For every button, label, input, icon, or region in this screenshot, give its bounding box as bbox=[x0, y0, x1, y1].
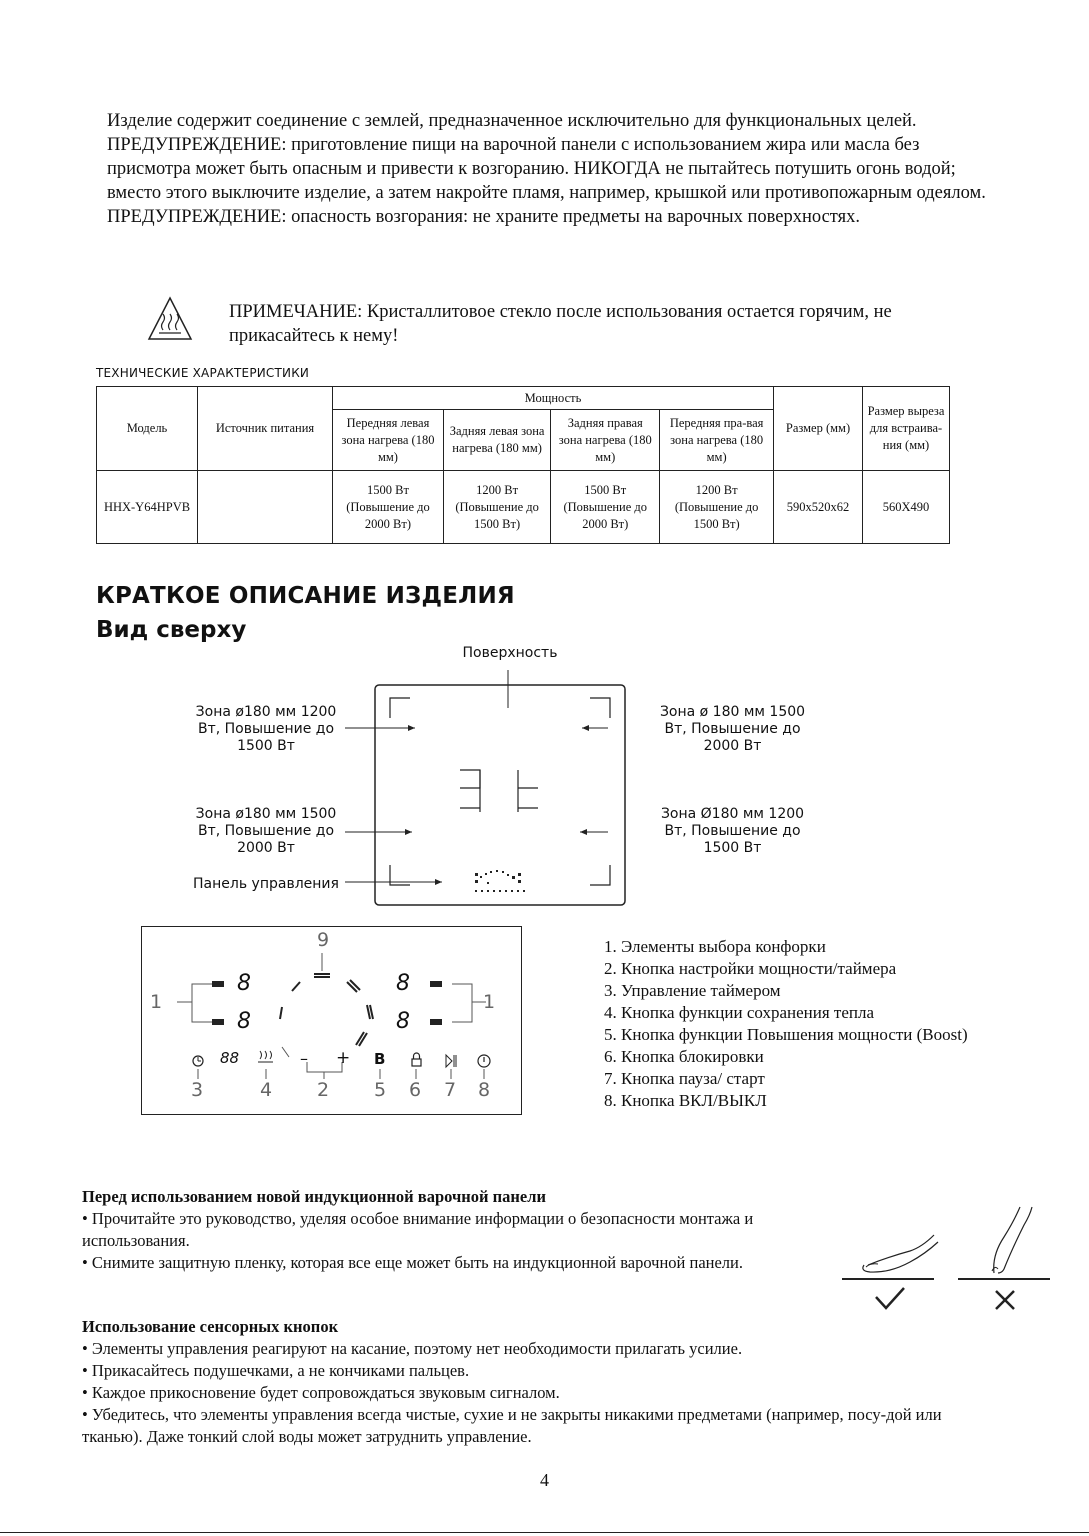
cell-rear-left: 1200 Вт (Повышение до 1500 Вт) bbox=[443, 471, 550, 544]
callout-5: 5 bbox=[374, 1079, 387, 1101]
header-power-source: Источник питания bbox=[198, 387, 333, 471]
touch-buttons-section bbox=[82, 1316, 982, 1448]
legend-item: 6. Кнопка блокировки bbox=[604, 1047, 764, 1066]
warning-paragraph-1: ПРЕДУПРЕЖДЕНИЕ: приготовление пищи на варочной панели с использованием жира или масла без присмотра может быть опасным и привести к возгоранию. НИКОГДА не пытайтесь потушить огонь водой; вместо этого выключите изделие, а затем накройте пламя, например, крышкой или противопожарным одеялом. bbox=[107, 135, 986, 203]
callout-1-right: 1 bbox=[483, 991, 496, 1013]
callout-9: 9 bbox=[317, 929, 330, 951]
section-subtitle: Вид сверху bbox=[96, 617, 247, 643]
cell-power-source bbox=[198, 471, 333, 544]
callout-1-left: 1 bbox=[150, 991, 163, 1013]
zone-top-right-label: Зона ø 180 мм 1500 Вт, Повышение до 2000 Вт bbox=[659, 704, 806, 754]
check-icon bbox=[876, 1288, 904, 1308]
callout-6: 6 bbox=[409, 1079, 422, 1101]
section-title: КРАТКОЕ ОПИСАНИЕ ИЗДЕЛИЯ bbox=[96, 583, 515, 609]
header-power: Мощность bbox=[333, 387, 774, 410]
zone-digit-top-left: 8 bbox=[237, 971, 251, 996]
header-rear-left: Задняя левая зона нагрева (180 мм) bbox=[443, 410, 550, 471]
zone-digit-top-right: 8 bbox=[396, 971, 410, 996]
zone-digit-bottom-left: 8 bbox=[237, 1009, 251, 1034]
cell-front-right: 1200 Вт (Повышение до 1500 Вт) bbox=[660, 471, 774, 544]
surface-label: Поверхность bbox=[462, 645, 558, 661]
hob-top-view-diagram bbox=[340, 660, 640, 910]
legend-item: 8. Кнопка ВКЛ/ВЫКЛ bbox=[604, 1091, 767, 1110]
touch-buttons-title: Использование сенсорных кнопок bbox=[82, 1317, 339, 1336]
specs-table bbox=[96, 386, 950, 544]
timer-display: 88 bbox=[220, 1049, 240, 1067]
boost-button: B bbox=[374, 1050, 386, 1068]
touch-bullet-4: • Убедитесь, что элементы управления всегда чистые, сухие и не закрыты никакими предметами (например, посу-дой или тканью). Даже тонкий слой воды может затруднить управление. bbox=[82, 1405, 942, 1446]
intro-text bbox=[107, 109, 987, 229]
warning-paragraph-2: ПРЕДУПРЕЖДЕНИЕ: опасность возгорания: не храните предметы на варочных поверхностях. bbox=[107, 207, 861, 227]
touch-bullet-3: • Каждое прикосновение будет сопровождаться звуковым сигналом. bbox=[82, 1383, 560, 1402]
header-model: Модель bbox=[97, 387, 198, 471]
callout-2: 2 bbox=[317, 1079, 330, 1101]
before-use-bullet-1: • Прочитайте это руководство, уделяя особое внимание информации о безопасности монтажа и использования. bbox=[82, 1209, 754, 1250]
control-legend bbox=[604, 936, 968, 1112]
before-use-section bbox=[82, 1186, 802, 1274]
header-rear-right: Задняя правая зона нагрева (180 мм) bbox=[551, 410, 660, 471]
before-use-bullet-2: • Снимите защитную пленку, которая все еще может быть на индукционной варочной панели. bbox=[82, 1253, 743, 1272]
touch-bullet-1: • Элементы управления реагируют на касание, поэтому нет необходимости прилагать усилие. bbox=[82, 1339, 743, 1358]
callout-7: 7 bbox=[444, 1079, 457, 1101]
cell-cutout: 560X490 bbox=[863, 471, 950, 544]
cell-rear-right: 1500 Вт (Повышение до 2000 Вт) bbox=[551, 471, 660, 544]
intro-paragraph-1: Изделие содержит соединение с землей, предназначенное исключительно для функциональных целей. bbox=[107, 111, 917, 131]
minus-button: – bbox=[300, 1049, 308, 1068]
legend-item: 4. Кнопка функции сохранения тепла bbox=[604, 1003, 874, 1022]
cell-size: 590x520x62 bbox=[774, 471, 863, 544]
hot-surface-warning-icon bbox=[147, 296, 193, 342]
header-front-left: Передняя левая зона нагрева (180 мм) bbox=[333, 410, 444, 471]
legend-item: 1. Элементы выбора конфорки bbox=[604, 937, 826, 956]
before-use-title: Перед использованием новой индукционной варочной панели bbox=[82, 1187, 547, 1206]
zone-digit-bottom-right: 8 bbox=[396, 1009, 410, 1034]
cell-front-left: 1500 Вт (Повышение до 2000 Вт) bbox=[333, 471, 444, 544]
control-panel-label: Панель управления bbox=[193, 876, 339, 892]
zone-bottom-right-label: Зона Ø180 мм 1200 Вт, Повышение до 1500 Вт bbox=[660, 806, 805, 856]
legend-item: 2. Кнопка настройки мощности/таймера bbox=[604, 959, 897, 978]
callout-3: 3 bbox=[191, 1079, 204, 1101]
control-panel-diagram bbox=[141, 926, 522, 1115]
page-number: 4 bbox=[540, 1470, 549, 1490]
cross-icon bbox=[996, 1291, 1014, 1309]
callout-4: 4 bbox=[260, 1079, 273, 1101]
touch-bullet-2: • Прикасайтесь подушечками, а не кончиками пальцев. bbox=[82, 1361, 470, 1380]
legend-item: 7. Кнопка пауза/ старт bbox=[604, 1069, 765, 1088]
plus-button: + bbox=[336, 1048, 351, 1068]
legend-item: 5. Кнопка функции Повышения мощности (Boost) bbox=[604, 1025, 968, 1044]
callout-8: 8 bbox=[478, 1079, 491, 1101]
header-size: Размер (мм) bbox=[774, 387, 863, 471]
zone-bottom-left-label: Зона ø180 мм 1500 Вт, Повышение до 2000 Вт bbox=[195, 806, 337, 856]
specs-title: ТЕХНИЧЕСКИЕ ХАРАКТЕРИСТИКИ bbox=[96, 366, 310, 380]
note-text: ПРИМЕЧАНИЕ: Кристаллитовое стекло после использования остается горячим, не прикасайтесь к нему! bbox=[229, 302, 892, 346]
finger-touch-illustration bbox=[838, 1205, 1058, 1320]
header-front-right: Передняя пра-вая зона нагрева (180 мм) bbox=[660, 410, 774, 471]
cell-model: HHX-Y64HPVB bbox=[97, 471, 198, 544]
bottom-divider bbox=[0, 1532, 1089, 1533]
header-cutout: Размер выреза для встраива-ния (мм) bbox=[863, 387, 950, 471]
legend-item: 3. Управление таймером bbox=[604, 981, 781, 1000]
zone-top-left-label: Зона ø180 мм 1200 Вт, Повышение до 1500 Вт bbox=[195, 704, 337, 754]
